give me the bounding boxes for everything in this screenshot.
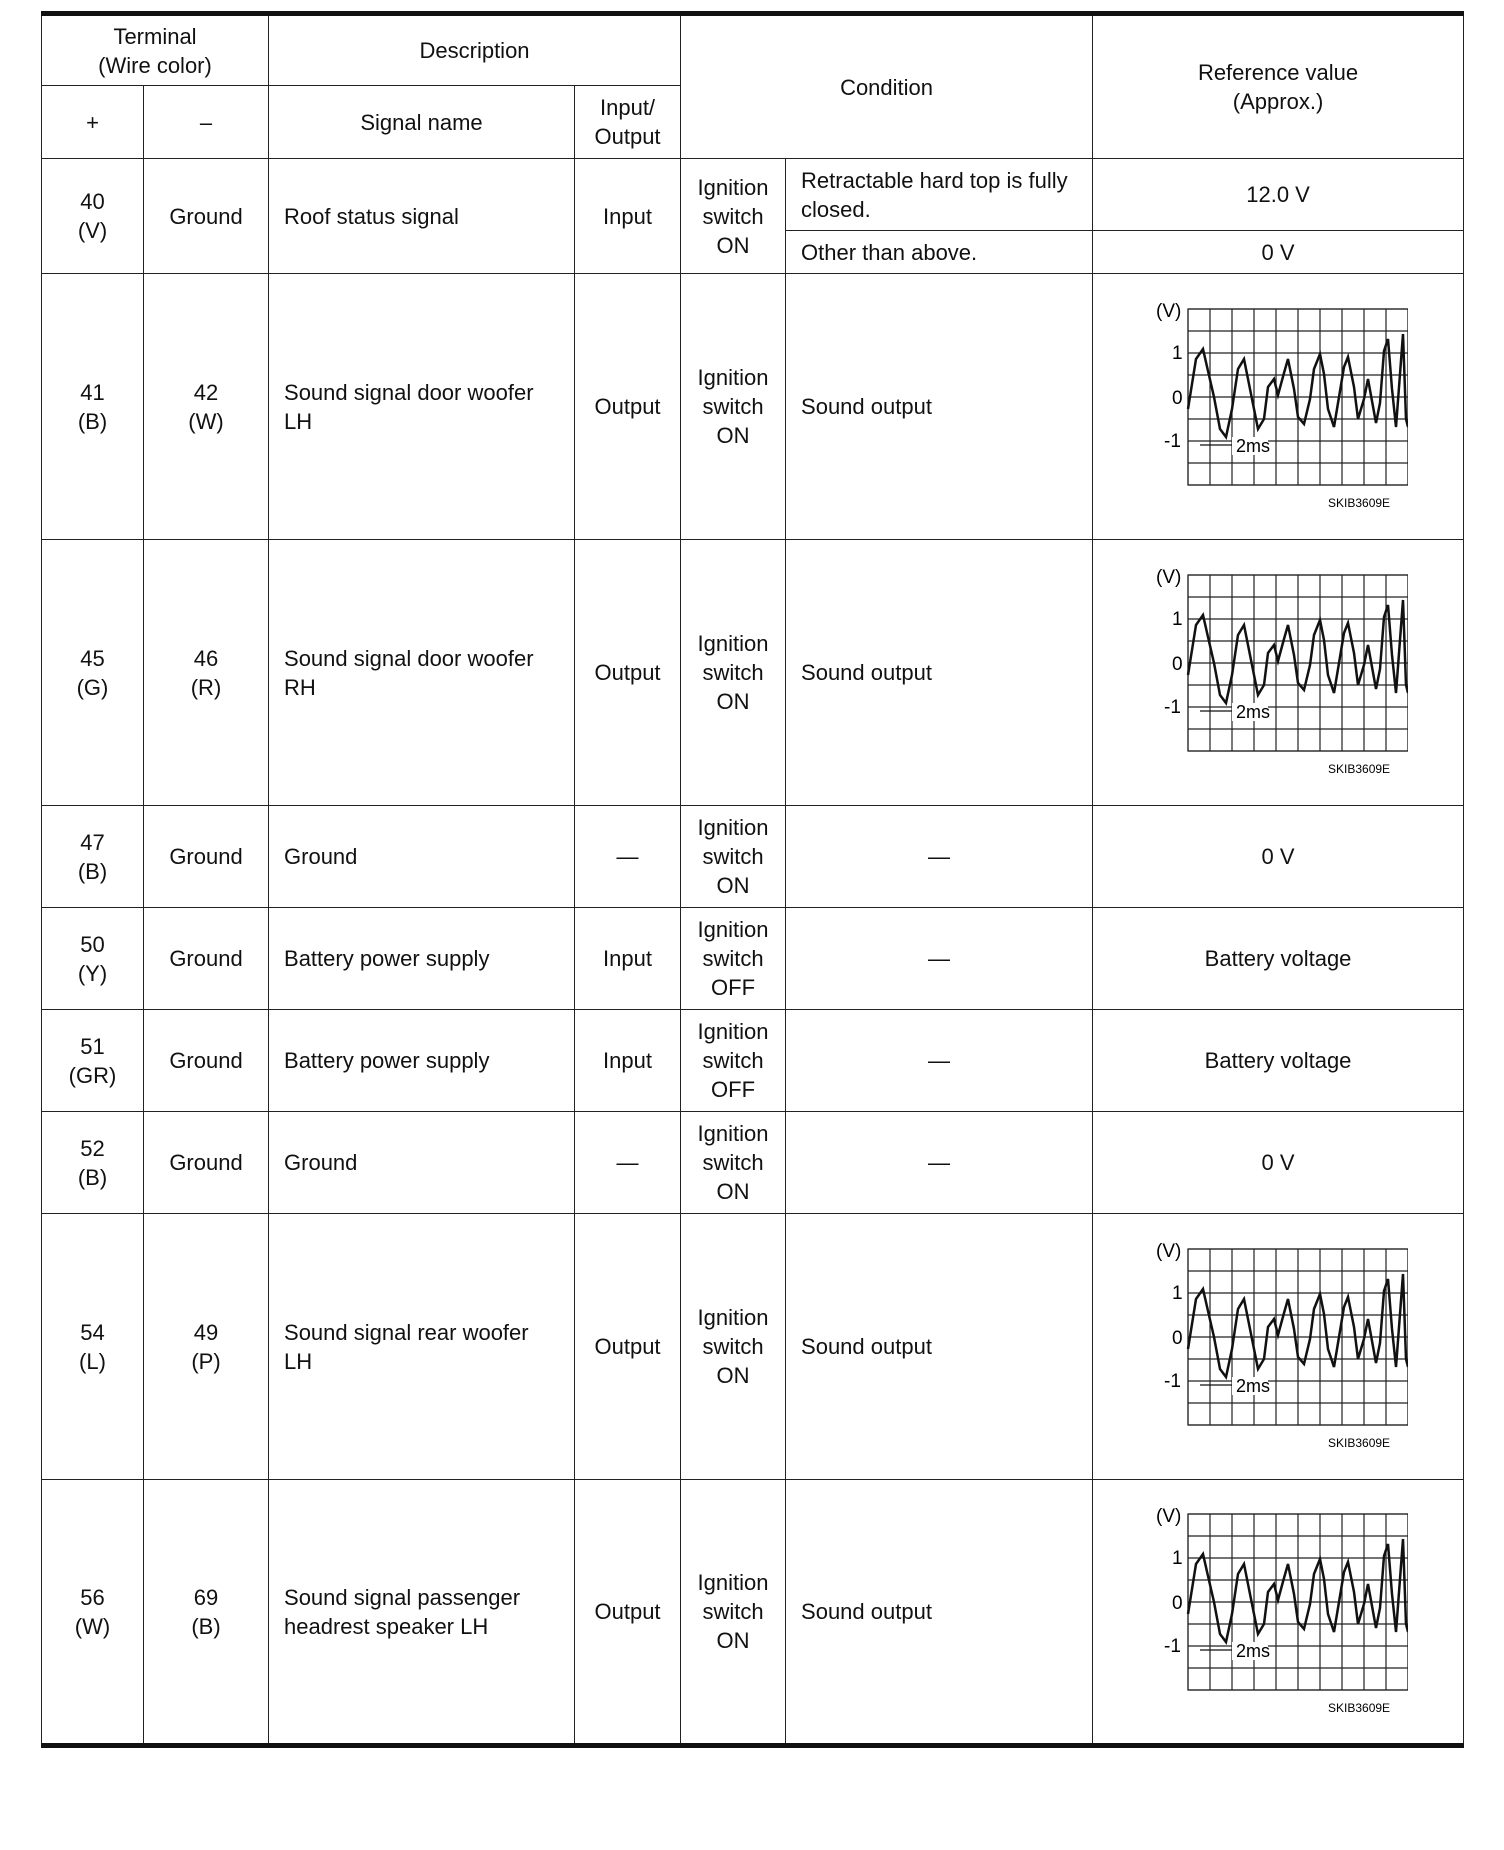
y-tick-label: 0: [1172, 1593, 1183, 1614]
condition-detail: Retractable hard top is fully closed.: [786, 159, 1093, 231]
figure-code: SKIB3609E: [1328, 496, 1391, 510]
minus-terminal: Ground: [144, 1010, 269, 1112]
condition-header: Condition: [681, 14, 1093, 159]
y-tick-label: 1: [1172, 1548, 1183, 1569]
minus-terminal: Ground: [144, 1112, 269, 1214]
y-tick-label: -1: [1164, 1371, 1181, 1392]
minus-terminal: Ground: [144, 159, 269, 274]
figure-code: SKIB3609E: [1328, 762, 1391, 776]
input-output: Output: [575, 1214, 681, 1480]
input-output: Output: [575, 274, 681, 540]
signal-name: Ground: [269, 806, 575, 908]
terminal-header: Terminal (Wire color): [42, 14, 269, 86]
condition-detail: Sound output: [786, 1214, 1093, 1480]
ignition-condition: Ignition switch ON: [681, 1214, 786, 1480]
ignition-condition: Ignition switch ON: [681, 1112, 786, 1214]
signal-name: Sound signal door woofer LH: [269, 274, 575, 540]
description-header: Description: [269, 14, 681, 86]
minus-terminal: Ground: [144, 806, 269, 908]
y-tick-label: 0: [1172, 388, 1183, 409]
condition-detail: Sound output: [786, 274, 1093, 540]
reference-waveform: [1093, 1480, 1464, 1746]
waveform-grid: [1188, 1514, 1408, 1690]
minus-terminal: 69 (B): [144, 1480, 269, 1746]
y-unit-label: (V): [1156, 1506, 1182, 1527]
table-row: [42, 540, 1464, 806]
ignition-condition: Ignition switch ON: [681, 540, 786, 806]
table-row: [42, 1480, 1464, 1746]
y-tick-label: 1: [1172, 343, 1183, 364]
input-output: Input: [575, 159, 681, 274]
plus-terminal: 50 (Y): [42, 908, 144, 1010]
plus-terminal: 52 (B): [42, 1112, 144, 1214]
reference-header: Reference value (Approx.): [1093, 14, 1464, 159]
plus-header: +: [42, 86, 144, 159]
waveform-graph: [1148, 299, 1408, 514]
plus-terminal: 56 (W): [42, 1480, 144, 1746]
plus-terminal: 54 (L): [42, 1214, 144, 1480]
reference-value: Battery voltage: [1093, 908, 1464, 1010]
waveform-grid: [1188, 1249, 1408, 1425]
condition-detail: Other than above.: [786, 231, 1093, 274]
minus-terminal: 46 (R): [144, 540, 269, 806]
y-unit-label: (V): [1156, 1241, 1182, 1262]
ignition-condition: Ignition switch OFF: [681, 908, 786, 1010]
waveform-grid: [1188, 309, 1408, 485]
ignition-condition: Ignition switch OFF: [681, 1010, 786, 1112]
condition-detail: —: [786, 806, 1093, 908]
y-tick-label: -1: [1164, 697, 1181, 718]
io-header: Input/ Output: [575, 86, 681, 159]
plus-terminal: 40 (V): [42, 159, 144, 274]
time-scale-label: 2ms: [1236, 1376, 1271, 1396]
reference-value: Battery voltage: [1093, 1010, 1464, 1112]
signal-name: Battery power supply: [269, 1010, 575, 1112]
input-output: Input: [575, 1010, 681, 1112]
waveform-grid: [1188, 575, 1408, 751]
minus-terminal: 42 (W): [144, 274, 269, 540]
waveform-graph: [1148, 1239, 1408, 1454]
terminal-spec-table: [41, 11, 1464, 1748]
table-row: [42, 1214, 1464, 1480]
condition-detail: —: [786, 1010, 1093, 1112]
reference-value: 12.0 V: [1093, 159, 1464, 231]
minus-header: –: [144, 86, 269, 159]
condition-detail: —: [786, 908, 1093, 1010]
y-tick-label: -1: [1164, 1636, 1181, 1657]
plus-terminal: 41 (B): [42, 274, 144, 540]
waveform-graph: [1148, 565, 1408, 780]
figure-code: SKIB3609E: [1328, 1436, 1391, 1450]
time-scale-label: 2ms: [1236, 702, 1271, 722]
table-row: [42, 1112, 1464, 1214]
condition-detail: —: [786, 1112, 1093, 1214]
ignition-condition: Ignition switch ON: [681, 806, 786, 908]
figure-code: SKIB3609E: [1328, 1701, 1391, 1715]
ignition-condition: Ignition switch ON: [681, 1480, 786, 1746]
signal-name: Sound signal rear woofer LH: [269, 1214, 575, 1480]
signal-name: Sound signal door woofer RH: [269, 540, 575, 806]
ignition-condition: Ignition switch ON: [681, 274, 786, 540]
input-output: Output: [575, 540, 681, 806]
signal-name: Ground: [269, 1112, 575, 1214]
minus-terminal: 49 (P): [144, 1214, 269, 1480]
signal-name: Sound signal passenger headrest speaker LH: [269, 1480, 575, 1746]
minus-terminal: Ground: [144, 908, 269, 1010]
plus-terminal: 51 (GR): [42, 1010, 144, 1112]
y-tick-label: 0: [1172, 654, 1183, 675]
y-tick-label: 0: [1172, 1328, 1183, 1349]
signal-name: Battery power supply: [269, 908, 575, 1010]
reference-value: 0 V: [1093, 806, 1464, 908]
ignition-condition: Ignition switch ON: [681, 159, 786, 274]
y-tick-label: -1: [1164, 431, 1181, 452]
signal-name-header: Signal name: [269, 86, 575, 159]
reference-waveform: [1093, 274, 1464, 540]
reference-value: 0 V: [1093, 231, 1464, 274]
input-output: —: [575, 1112, 681, 1214]
table-row: [42, 908, 1464, 1010]
table-row: [42, 274, 1464, 540]
time-scale-label: 2ms: [1236, 436, 1271, 456]
waveform-graph: [1148, 1504, 1408, 1719]
table-row: [42, 1010, 1464, 1112]
input-output: —: [575, 806, 681, 908]
y-unit-label: (V): [1156, 301, 1182, 322]
plus-terminal: 45 (G): [42, 540, 144, 806]
signal-name: Roof status signal: [269, 159, 575, 274]
table-row: [42, 806, 1464, 908]
time-scale-label: 2ms: [1236, 1641, 1271, 1661]
y-unit-label: (V): [1156, 567, 1182, 588]
table-row: [42, 159, 1464, 231]
plus-terminal: 47 (B): [42, 806, 144, 908]
y-tick-label: 1: [1172, 609, 1183, 630]
condition-detail: Sound output: [786, 540, 1093, 806]
reference-waveform: [1093, 1214, 1464, 1480]
y-tick-label: 1: [1172, 1283, 1183, 1304]
reference-waveform: [1093, 540, 1464, 806]
input-output: Output: [575, 1480, 681, 1746]
condition-detail: Sound output: [786, 1480, 1093, 1746]
input-output: Input: [575, 908, 681, 1010]
reference-value: 0 V: [1093, 1112, 1464, 1214]
